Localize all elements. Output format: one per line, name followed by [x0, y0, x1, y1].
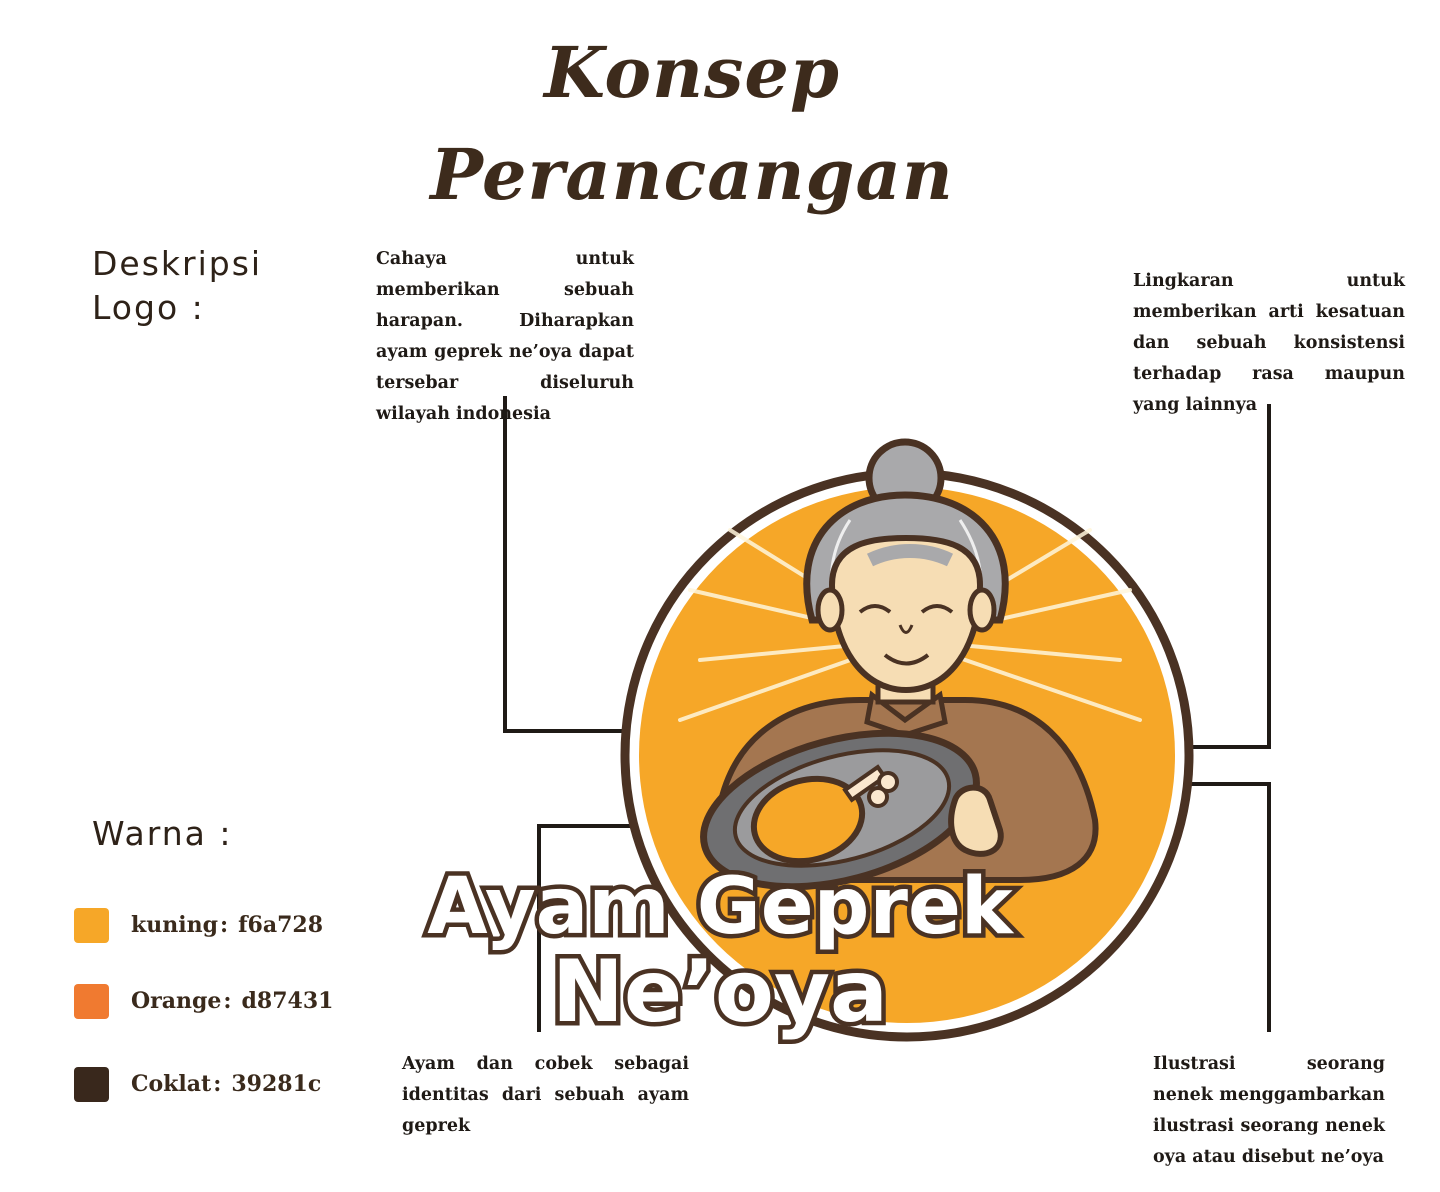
leader-line-circle [1183, 404, 1269, 747]
annotation-circle: Lingkaran untuk memberikan arti kesatuan dan sebuah konsistensi terhadap rasa maupun yang lainnya [1133, 271, 1405, 415]
description-label-line-2: Logo : [92, 288, 205, 327]
title-line-2: Perancangan [430, 133, 954, 216]
color-label-kuning: kuning: f6a728 [131, 912, 324, 938]
annotation-chicken-cobek: Ayam dan cobek sebagai identitas dari sebuah ayam geprek [402, 1054, 689, 1136]
color-label-coklat: Coklat: 39281c [131, 1071, 322, 1097]
logo-text-line-1: Ayam Geprek [427, 862, 1013, 952]
title-line-1: Konsep [544, 31, 840, 114]
description-label-line-1: Deskripsi [92, 244, 263, 283]
face [832, 538, 980, 690]
logo-text-line-2: Ne’oya [551, 942, 889, 1042]
colors-section-label: Warna : [92, 814, 233, 853]
annotation-grandmother: Ilustrasi seorang nenek menggambarkan ilustrasi seorang nenek oya atau disebut ne’oya [1153, 1054, 1385, 1167]
color-label-orange: Orange: d87431 [131, 988, 334, 1014]
annotation-light-rays: Cahaya untuk memberikan sebuah harapan. Diharapkan ayam geprek ne’oya dapat tersebar diseluruh wilayah indonesia [376, 249, 634, 424]
